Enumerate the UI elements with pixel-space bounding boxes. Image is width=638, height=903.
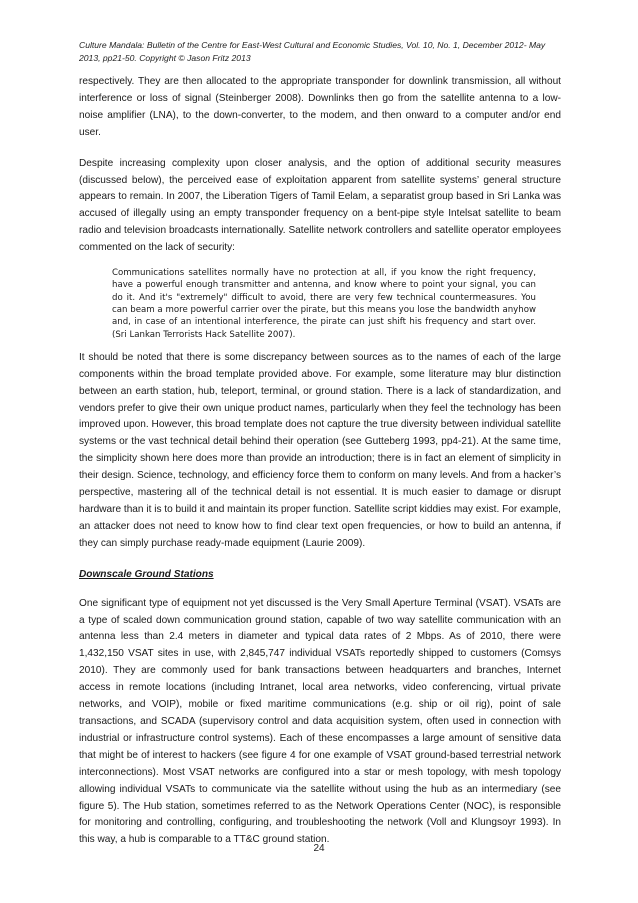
paragraph-vsat: One significant type of equipment not yet discussed is the Very Small Aperture Terminal (VSAT). VSATs are a type of scaled down communication ground station, capable of two way satellite communication with an antenna less than 2.4 meters in diameter and typical data rates of 2 Mbps. As of 2010, there were 1,432,150 VSAT sites in use, with 2,845,747 individual VSATs reportedly shipped to customers (Comsys 2010). They are commonly used for bank transactions between headquarters and branches, Internet access in remote locations (including Intranet, local area networks, video conferencing, virtual private networks, and VOIP), mobile or fixed maritime communications (e.g. ship or oil rig), point of sale transactions, and SCADA (supervisory control and data acquisition system, often used in connection with industrial or infrastructure control systems). Each of these encompasses a large amount of sensitive data that might be of interest to hackers (see figure 4 for one example of VSAT ground-based terrestrial network interconnections). Most VSAT networks are configured into a star or mesh topology, with mesh topology allowing individual VSATs to communicate via the satellite without using the hub as an intermediary (see figure 5). The Hub station, sometimes referred to as the Network Operations Center (NOC), is responsible for monitoring and controlling, configuring, and troubleshooting the network (Voll and Klungsoyr 1993). In this way, a hub is comparable to a TT&C ground station.	[79, 597, 561, 846]
block-quote: Communications satellites normally have no protection at all, if you know the right frequency, have a powerful enough transmitter and antenna, and know where to point your signal, you can do it. And it's "extremely" difficult to avoid, there are very few technical countermeasures. You can beam a more powerful carrier over the pirate, but this means you lose the bandwidth anyhow and, in case of an intentional interference, the pirate can just shift his frequency and start over. (Sri Lankan Terrorists Hack Satellite 2007).	[112, 268, 536, 340]
paragraph-discrepancy: It should be noted that there is some discrepancy between sources as to the names of each of the large components within the broad template provided above. For example, some literature may blur distinction between an earth station, hub, teleport, terminal, or ground station. There is a lack of standardization, and vendors prefer to give their own unique product names, particularly when they feel the technology has been improved upon. However, this broad template does not capture the true diversity between individual satellite systems or the vast technical detail behind their operation (see Gutteberg 1993, pp4-21). At the same time, the simplicity shown here does more than provide an introduction; there is in fact an element of simplicity in their design. Science, technology, and efficiency force them to conform on many levels. And from a hacker’s perspective, mastering all of the technical detail is not essential. It is much easier to damage or disrupt hardware than it is to build it and maintain its proper function. Satellite script kiddies may exist. For example, an attacker does not need to know how to find clear text open frequencies, or how to build an antenna, if they can simply purchase ready-made equipment (Laurie 2009).	[79, 351, 561, 549]
running-header	[79, 39, 561, 65]
section-heading: Downscale Ground Stations	[79, 568, 214, 580]
paragraph-continuation: respectively. They are then allocated to the appropriate transponder for downlink transmission, all without interference or loss of signal (Steinberger 2008). Downlinks then go from the satellite antenna to a low-noise amplifier (LNA), to the down-converter, to the modem, and then onward to a computer and/or end user.	[79, 76, 561, 138]
body-text	[79, 74, 561, 863]
header-line-2: 2013, pp21-50. Copyright © Jason Fritz 2013	[79, 53, 251, 63]
header-line-1: Culture Mandala: Bulletin of the Centre for East-West Cultural and Economic Studies, Vol. 10, No. 1, December 2012- May	[79, 40, 546, 50]
paragraph-security-ease: Despite increasing complexity upon closer analysis, and the option of additional security measures (discussed below), the perceived ease of exploitation apparent from satellite systems’ general structure appears to remain. In 2007, the Liberation Tigers of Tamil Eelam, a separatist group based in Sri Lanka was accused of illegally using an empty transponder frequency on a bent-pipe style Intelsat satellite to beam radio and television broadcasts internationally. Satellite network controllers and satellite operator employees commented on the lack of security:	[79, 157, 561, 254]
page-number: 24	[313, 843, 325, 854]
